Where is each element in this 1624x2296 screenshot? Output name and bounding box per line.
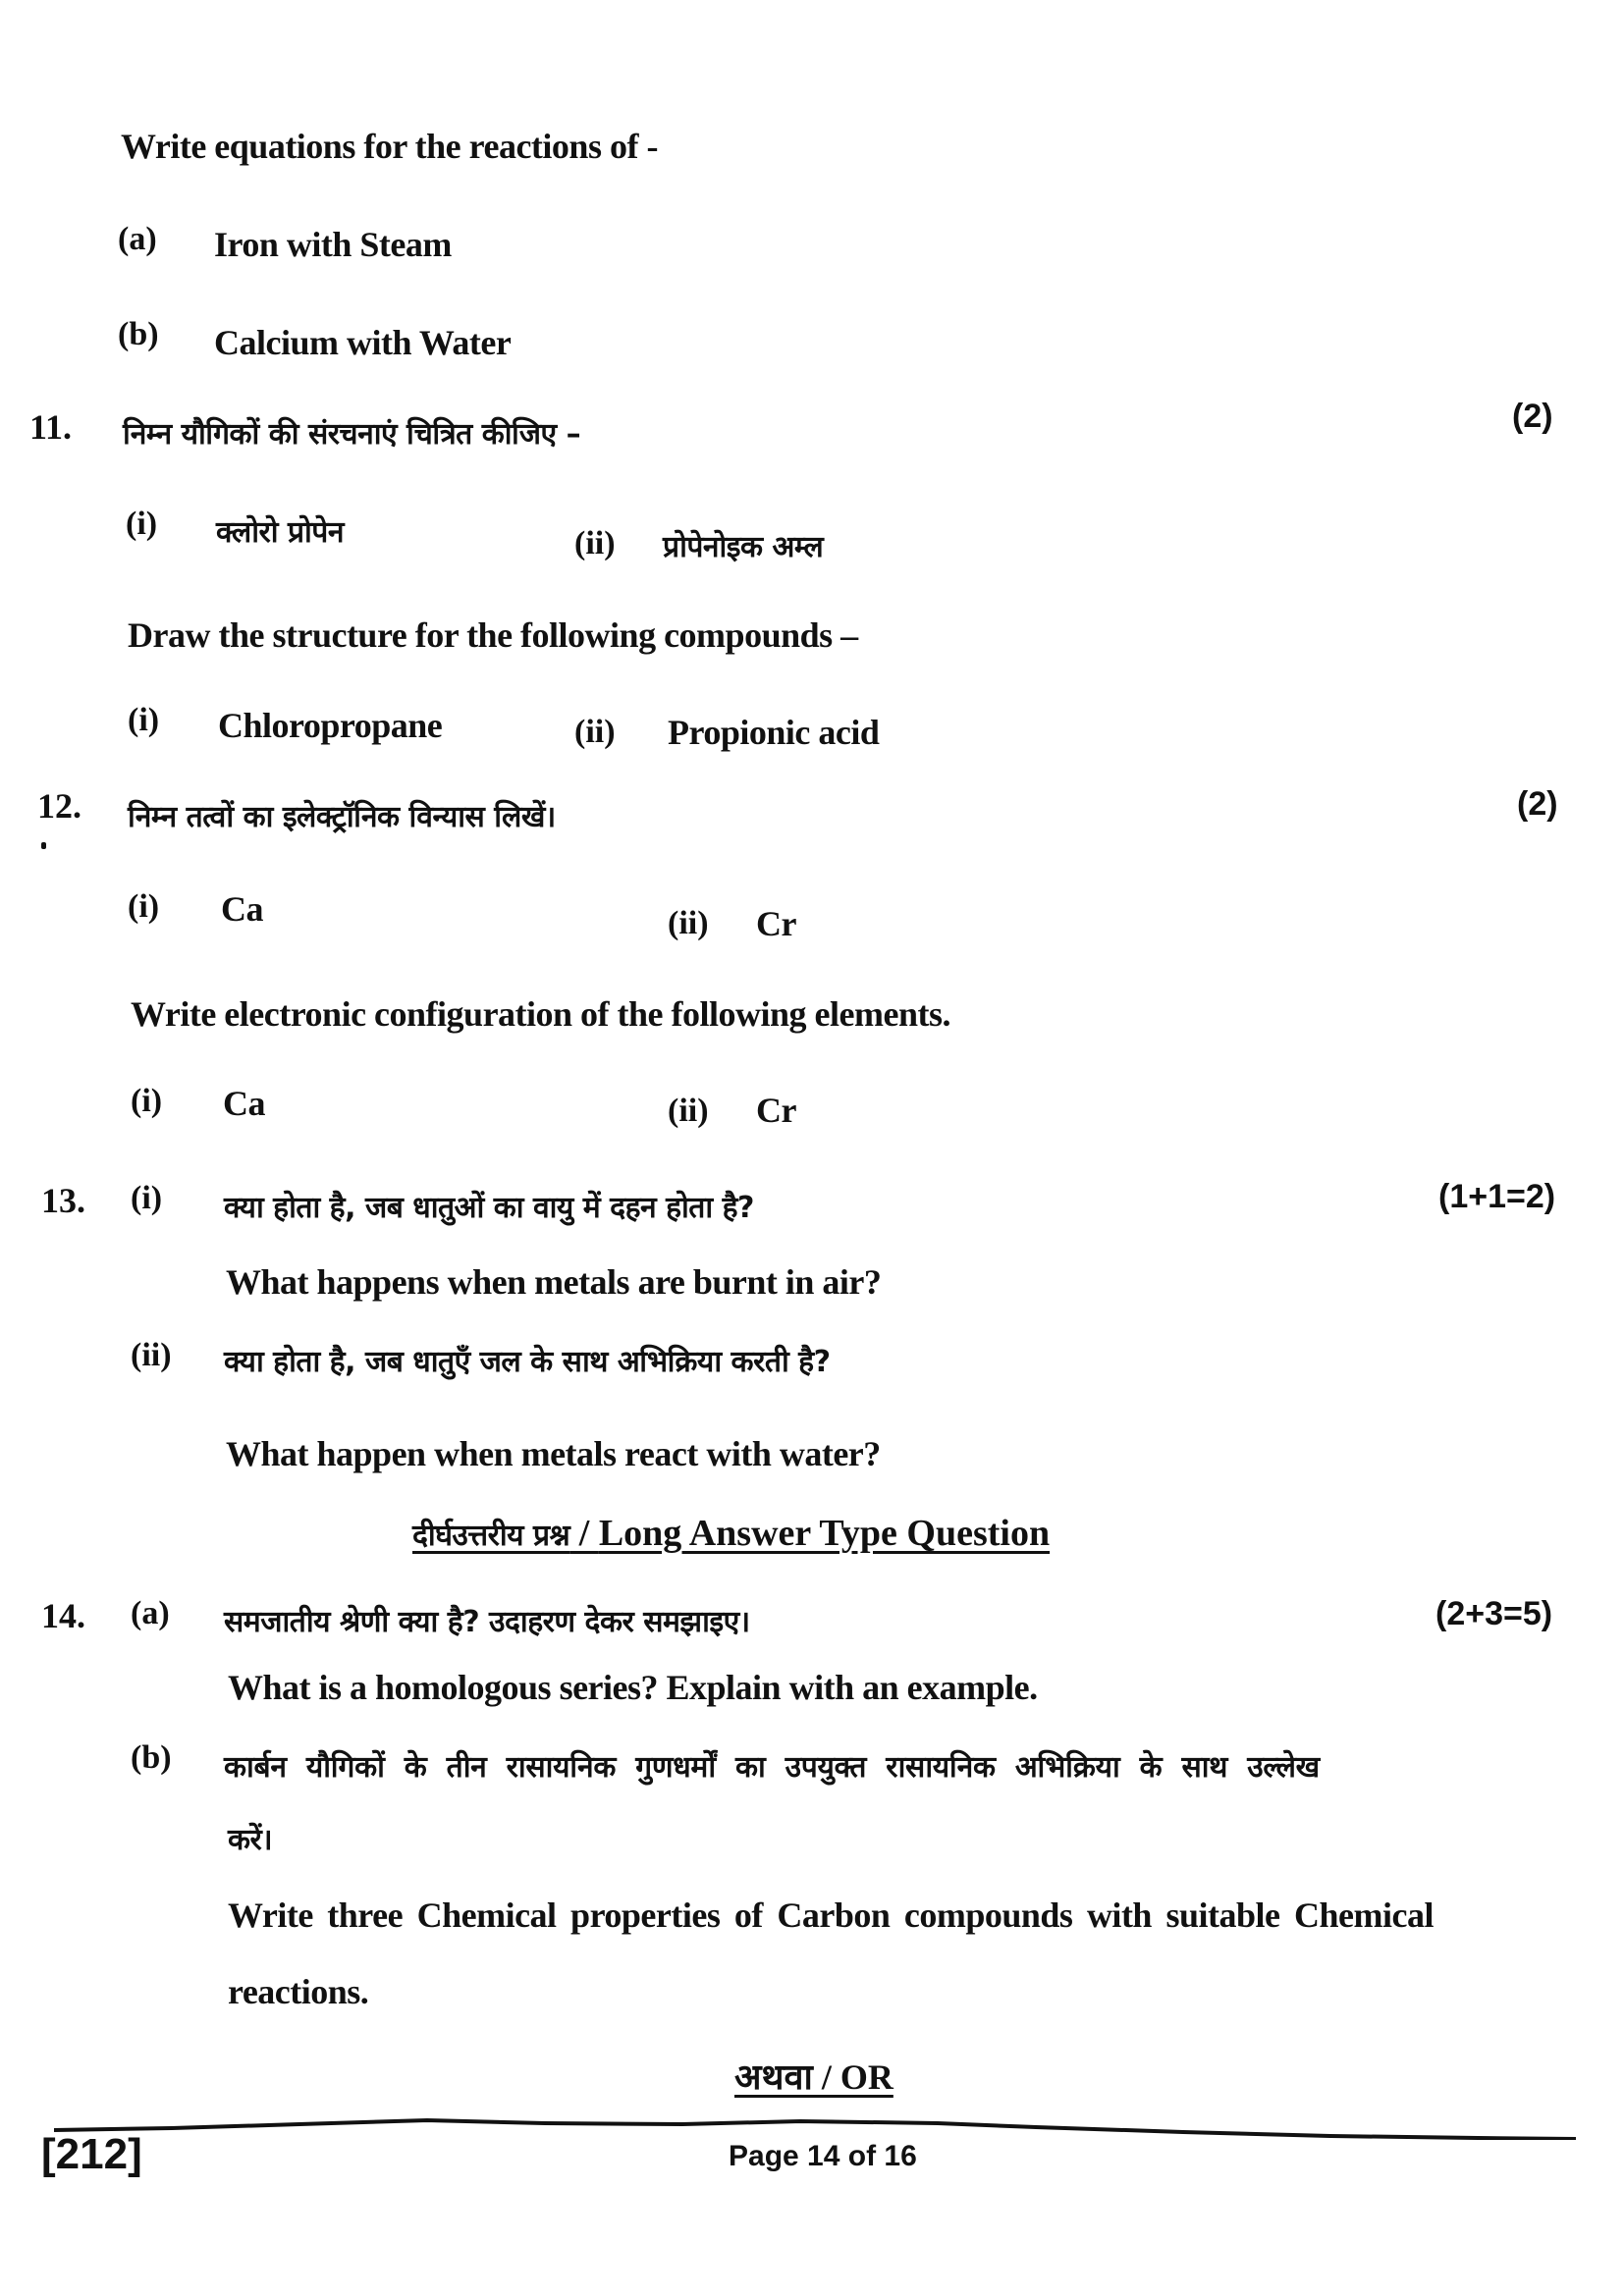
q11-prompt-hi: निम्न यौगिकों की संरचनाएं चित्रित कीजिए – <box>123 417 581 452</box>
q12-marks: (2) <box>1517 785 1558 823</box>
q12-en-item-ii-text: Cr <box>756 1091 796 1130</box>
q12-en-item-ii-label: (ii) <box>668 1093 709 1129</box>
q13-part-i-en: What happens when metals are burnt in air? <box>226 1262 882 1302</box>
q10-instruction: Write equations for the reactions of - <box>121 127 658 166</box>
q13-part-i-label: (i) <box>131 1180 163 1216</box>
q11-number: 11. <box>29 407 73 447</box>
q13-marks: (1+1=2) <box>1438 1178 1556 1215</box>
paper-code: [212] <box>41 2130 142 2178</box>
section-heading-hi: दीर्घउत्तरीय प्रश्न <box>412 1519 570 1553</box>
q11-hi-item-i-text: क्लोरो प्रोपेन <box>216 515 344 550</box>
q11-marks: (2) <box>1512 398 1553 435</box>
footer-divider <box>54 2118 1576 2140</box>
q14-number: 14. <box>41 1596 85 1635</box>
section-heading-en: Long Answer Type Question <box>598 1513 1051 1554</box>
q11-hi-item-ii-label: (ii) <box>574 525 616 561</box>
q13-part-ii-label: (ii) <box>131 1337 172 1373</box>
q13-part-ii-hi: क्या होता है, जब धातुएँ जल के साथ अभिक्रिया करती है? <box>224 1345 831 1379</box>
q12-en-item-i-text: Ca <box>223 1084 265 1123</box>
q11-hi-item-i-label: (i) <box>126 506 158 542</box>
q11-hi-item-ii-text: प्रोपेनोइक अम्ल <box>663 530 824 564</box>
q12-hi-item-i-text: Ca <box>221 889 263 929</box>
q10-item-a-label: (a) <box>118 221 157 257</box>
or-separator: अथवा / OR <box>734 2057 893 2097</box>
q14-part-b-en-line2: reactions. <box>228 1972 369 2011</box>
q10-item-b-text: Calcium with Water <box>214 323 512 362</box>
q13-part-ii-en: What happen when metals react with water? <box>226 1434 881 1473</box>
section-heading <box>412 1512 1050 1555</box>
q12-hi-item-ii-text: Cr <box>756 904 796 943</box>
q11-prompt-en: Draw the structure for the following compounds – <box>128 615 858 655</box>
q14-part-b-label: (b) <box>131 1739 172 1776</box>
q11-en-item-i-label: (i) <box>128 702 160 738</box>
q11-en-item-ii-text: Propionic acid <box>668 713 880 752</box>
q10-item-a-text: Iron with Steam <box>214 225 452 264</box>
stray-mark <box>41 842 46 849</box>
q13-number: 13. <box>41 1181 85 1220</box>
page-number: Page 14 of 16 <box>729 2140 917 2172</box>
section-heading-separator: / <box>569 1513 599 1554</box>
q12-hi-item-ii-label: (ii) <box>668 905 709 941</box>
q14-marks: (2+3=5) <box>1435 1595 1553 1632</box>
q14-part-a-hi: समजातीय श्रेणी क्या है? उदाहरण देकर समझाइए। <box>224 1605 750 1639</box>
q14-part-b-hi-line2: करें। <box>228 1823 273 1857</box>
q11-en-item-ii-label: (ii) <box>574 714 616 750</box>
q12-prompt-hi: निम्न तत्वों का इलेक्ट्रॉनिक विन्यास लिखें। <box>128 800 556 834</box>
q14-part-a-label: (a) <box>131 1595 170 1631</box>
q12-prompt-en: Write electronic configuration of the following elements. <box>131 994 950 1034</box>
q14-part-b-en-line1: Write three Chemical properties of Carbon compounds with suitable Chemical <box>228 1896 1434 1935</box>
q14-part-a-en: What is a homologous series? Explain with an example. <box>228 1668 1038 1707</box>
q12-number: 12. <box>37 786 81 826</box>
q11-en-item-i-text: Chloropropane <box>218 706 443 745</box>
q12-en-item-i-label: (i) <box>131 1083 163 1119</box>
q12-hi-item-i-label: (i) <box>128 888 160 925</box>
q13-part-i-hi: क्या होता है, जब धातुओं का वायु में दहन होता है? <box>224 1191 754 1225</box>
q14-part-b-hi-line1: कार्बन यौगिकों के तीन रासायनिक गुणधर्मों का उपयुक्त रासायनिक अभिक्रिया के साथ उल्लेख <box>224 1750 1320 1785</box>
q10-item-b-label: (b) <box>118 316 159 352</box>
